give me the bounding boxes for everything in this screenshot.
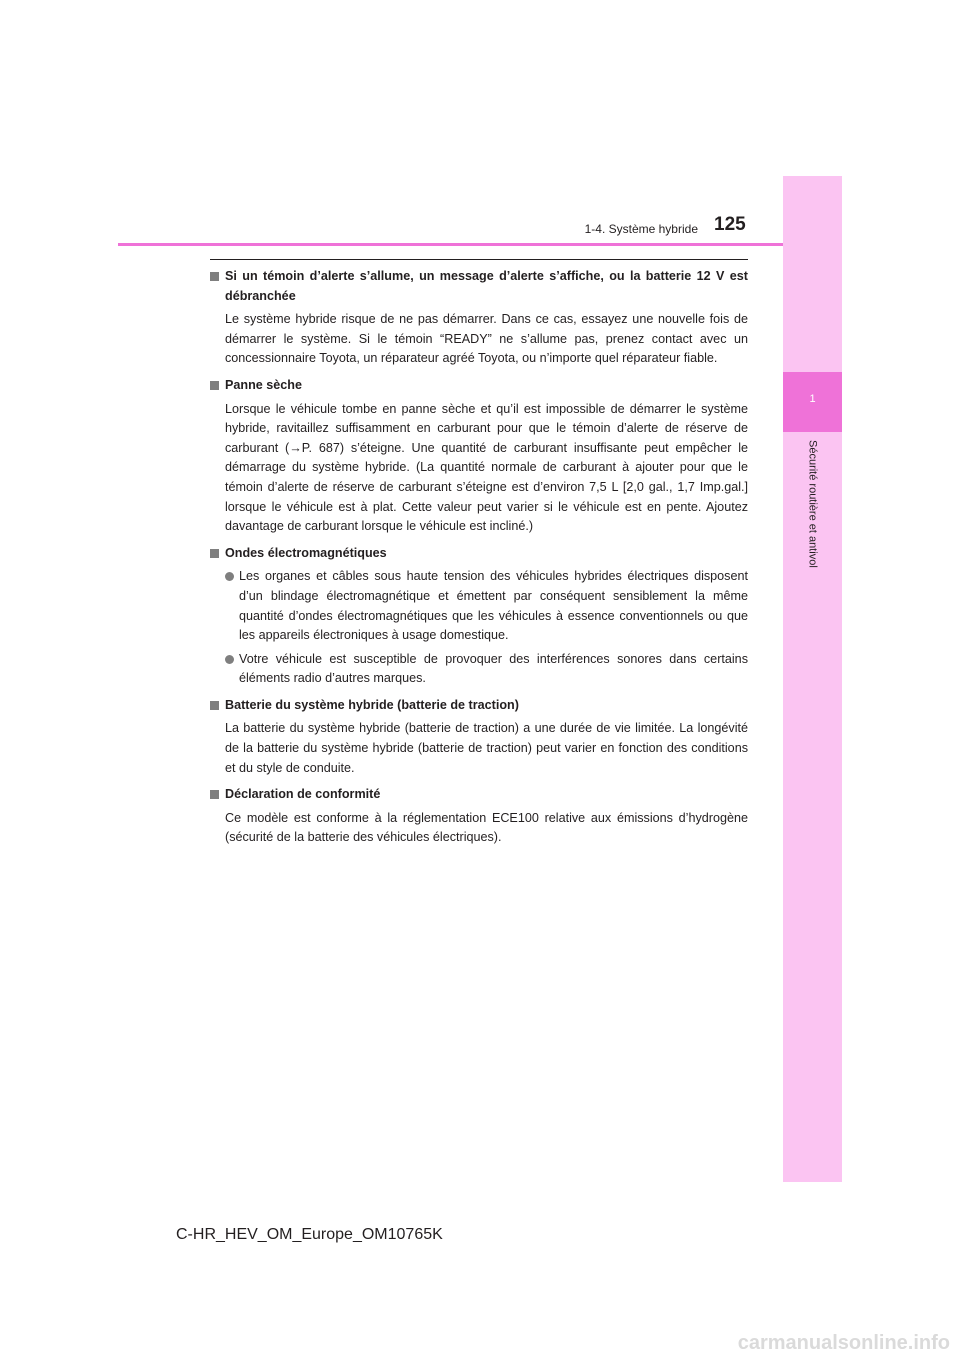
square-bullet-icon bbox=[210, 381, 219, 390]
section-body: Ce modèle est conforme à la réglementation ECE100 relative aux émissions d’hydrogène (sécurité de la batterie des véhicules électriques). bbox=[225, 810, 748, 845]
section-heading bbox=[210, 785, 748, 805]
section-body: Le système hybride risque de ne pas démarrer. Dans ce cas, essayez une nouvelle fois de démarrer le système. Si le témoin “READY” ne s’allume pas, prenez contact avec un concessionnaire Toyota, un réparateur agréé Toyota, ou n’importe quel réparateur fiable. bbox=[225, 312, 748, 366]
section-heading-text: Si un témoin d’alerte s’allume, un message d’alerte s’affiche, ou la batterie 12 V est débranchée bbox=[225, 269, 748, 303]
section-title: 1-4. Système hybride bbox=[584, 222, 698, 236]
section-heading bbox=[210, 696, 748, 716]
side-strip bbox=[783, 176, 842, 1182]
list-item bbox=[210, 650, 748, 689]
square-bullet-icon bbox=[210, 272, 219, 281]
chapter-title: Sécurité routière et antivol bbox=[806, 440, 819, 568]
watermark: carmanualsonline.info bbox=[737, 1332, 950, 1354]
section-heading bbox=[210, 376, 748, 396]
square-bullet-icon bbox=[210, 549, 219, 558]
square-bullet-icon bbox=[210, 790, 219, 799]
section-heading-text: Ondes électromagnétiques bbox=[225, 545, 387, 560]
section-heading bbox=[210, 544, 748, 564]
section-heading bbox=[210, 267, 748, 306]
circle-bullet-icon bbox=[225, 655, 234, 664]
list-item-text: Votre véhicule est susceptible de provoquer des interférences sonores dans certains éléments radio d’autres marques. bbox=[239, 651, 748, 686]
content-top-rule bbox=[210, 259, 748, 260]
section-heading-text: Panne sèche bbox=[225, 377, 303, 392]
section-heading-text: Batterie du système hybride (batterie de traction) bbox=[225, 697, 519, 712]
list-item-text: Les organes et câbles sous haute tension des véhicules hybrides électriques disposent d’un blindage électromagnétique et émettent par conséquent sensiblement la même quantité d’ondes électromagnétiques que les véhicules à essence conventionnels ou que les appareils électroniques à usage domestique. bbox=[239, 569, 748, 643]
chapter-number: 1 bbox=[809, 393, 816, 405]
header-divider bbox=[118, 243, 783, 246]
circle-bullet-icon bbox=[225, 572, 234, 581]
section-heading-text: Déclaration de conformité bbox=[225, 787, 381, 802]
section-body: Lorsque le véhicule tombe en panne sèche et qu’il est impossible de démarrer le système hybride, ravitaillez suffisamment en carburant pour que le témoin d’alerte de réserve de carburant (→P. 687) s’éteigne. Une quantité de carburant insuffisante peut empêcher le démarrage du système hybride. (La quantité normale de carburant à ajouter pour que le témoin d’alerte de réserve de carburant s’éteigne est d’environ 7,5 L [2,0 gal., 1,7 Imp.gal.] lorsque le véhicule est à plat. Cette valeur peut varier si le véhicule est en pente. Ajoutez davantage de carburant lorsque le véhicule est incliné.) bbox=[225, 401, 748, 534]
list-item bbox=[210, 567, 748, 645]
footer-doc-id: C-HR_HEV_OM_Europe_OM10765K bbox=[176, 1226, 443, 1243]
square-bullet-icon bbox=[210, 701, 219, 710]
page-number: 125 bbox=[714, 214, 746, 235]
main-content bbox=[210, 267, 748, 848]
section-body: La batterie du système hybride (batterie de traction) a une durée de vie limitée. La longévité de la batterie du système hybride (batterie de traction) peut varier en fonction des conditions et du style de conduite. bbox=[225, 721, 748, 775]
chapter-title-container bbox=[783, 440, 842, 595]
